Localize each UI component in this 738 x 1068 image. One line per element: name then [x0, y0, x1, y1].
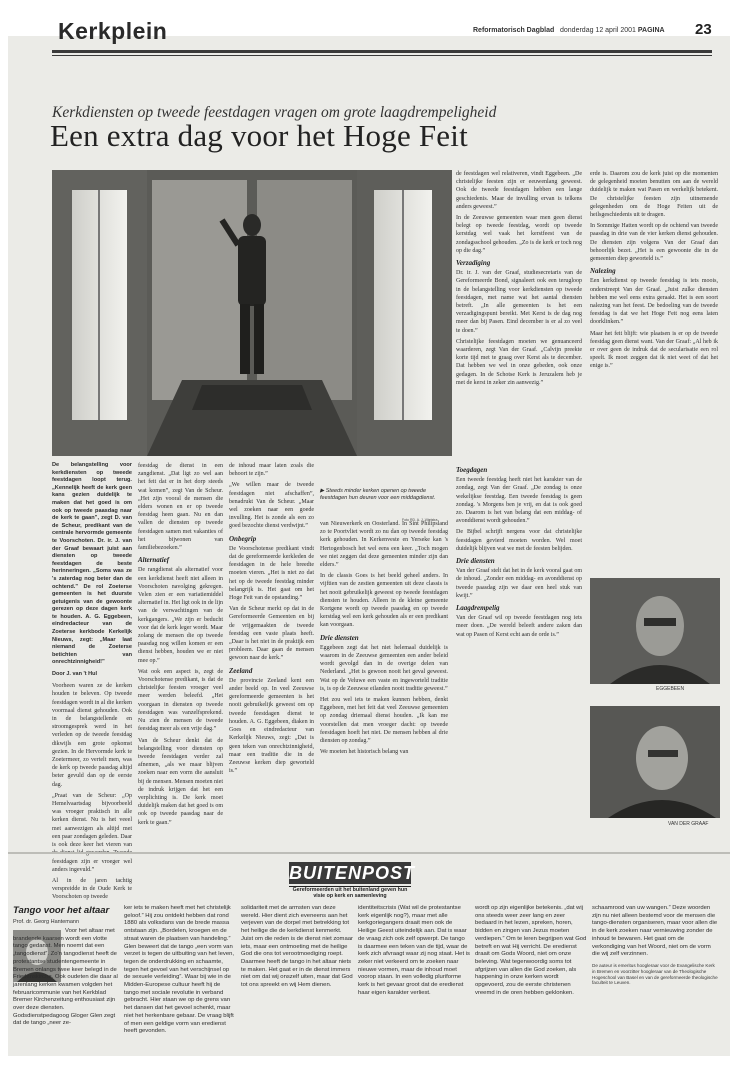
paragraph: Maar het feit blijft: wie plaatsen is er op de tweede feestdag geen dienst want. Van der Graaf: „Al heb ik er over geen de indruk dat de secularisatie een rol speelt. Ik moet zeggen dat ik niet weet of dat het enige is.”: [590, 330, 718, 370]
subheading: Nalezing: [590, 267, 616, 276]
column-title: Tango voor het altaar: [13, 905, 110, 916]
paragraph: schaamrood van uw wangen.” Deze woorden zijn nu niet alleen bestemd voor de mensen die tango-diensten organiseren, maar voor allen die in de kerk zoeken naar vernieuwing zonder de inhoud te bewaren. Het gaat om de verkondiging van het Woord, niet om de vorm die wij zelf verzinnen.: [592, 905, 718, 958]
article-intro: De belangstelling voor kerkdiensten op tweede feestdagen loopt terug. „Kennelijk heeft de kerk geen kans gezien duidelijk te maken dat het goed is om ook op tweede paasdag naar de kerk te gaan”, zegt D. van de Scheur, predikant van de centrale hervormde gemeente te Voorschoten. Dr. ir. J. van der Graaf bewaart juist aan diensten op tweede feestdagen de beste herinneringen. „Soms was ze 's zaterdag nog beter dan de ochtend.” De rol Zoeterse gemeenten is het duurste getuigenis van de gewoonte gerezen op deze dagen kerk te houden. A. G. Eggebeen, eindredacteur van de Zoeterse kerkbode Kerkelijk Nieuws, zegt: „Maar laat niemand de Zoeterse betichten van onrechtzinnigheid!”: [52, 462, 132, 666]
headline: Een extra dag voor het Hoge Feit: [50, 118, 468, 153]
article-column-1: [52, 462, 132, 901]
paragraph: Wat ook een aspect is, zegt de Voorschotense predikant, is dat de christelijke feesten vroeger veel meer werden beleefd. „Het voorgaan in diensten op tweede feestdagen was vanzelfsprekend. Nu zien de mensen de tweede feestdag meer als een vrije dag.”: [138, 668, 223, 733]
paragraph: De Voorschotense predikant vindt dat de gereformeerde kerkleden de feestdagen in de hele breedte moeten vieren. „Het is niet zo dat het op de tweede feestdag minder belangrijk is. Het gaat om het Hoge Feit van de opstanding.”: [229, 545, 314, 602]
article-column-7: [456, 462, 582, 842]
subheading: Onbegrip: [229, 534, 257, 543]
paragraph: de inhoud maar laten zoals die behoort te zijn.”: [229, 463, 314, 478]
paragraph: In de classis Goes is het beeld geheel anders. In vijftien van de zestien gemeenten uit deze classis is het nooit gebruikelijk geweest op tweede feestdagen diensten te houden. Alleen in de kleine gemeente Kortgene wordt op tweede paasdag en op tweede kerstdag wel een kerk gehouden als er een predikant kan voorgaan.: [320, 573, 448, 629]
subheading: Zeeland: [229, 666, 253, 675]
page-number: 23: [695, 21, 712, 38]
church-doorway-illustration: [52, 170, 452, 456]
subheading: Laagdrempelig: [456, 604, 500, 613]
kicker: Kerkdiensten op tweede feestdagen vragen om grote laagdrempeligheid: [52, 104, 497, 121]
paragraph: De rangdienst als alternatief voor een kerkdienst heeft niet alleen in Voorschoten navolging gekregen. Velen zien er een variatiemiddel alternatief in. Het ligt ook in de lijn van de verwachtingen van de kerkgangers. „We zijn er beducht voor dat de kerk leger wordt. Maar zolang de mensen die op tweede paasdag nog willen komen er een dienst hebben, houden we er niet mee op.”: [138, 567, 223, 664]
paragraph: In de Zeeuwse gemeenten waar men geen dienst belegt op tweede feestdag, wordt op tweede kerstdag wel vaak het kerstfeest van de zondagsschool gehouden. „Zo is de kerk er toch nog op die dag.”: [456, 215, 582, 254]
buitenpost-logo: BUITENPOST: [289, 863, 416, 883]
paragraph: Het zou wel iets te maken kunnen hebben, denkt Eggebeen, met het feit dat veel Zeeuwse gemeenten op zondag driemaal dienst houden. „Ik kan me voorstellen dat men vroeger dacht: op tweede feestdagen hoeft het niet. De mensen hebben al drie diensten op zondag.”: [320, 697, 448, 745]
paragraph: We moeten het historisch belang van: [320, 749, 409, 756]
paragraph: erde is. Daarom zou de kerk juist op die momenten de gelegenheid moeten benutten om aan de wereld duidelijk te maken wat Pasen en werkelijk betekent. De christelijke feesten zijn uitnemende gelegenheden om de Hoge Feiten uit de heilsgeschiedenis uit te dragen.: [590, 171, 718, 219]
paragraph: Eggebeen zegt dat het niet helemaal duidelijk is waarom in de Zeeuwse gemeenten een ander beleid wordt gevolgd dan in de overige delen van Nederland. „Het is gewoon nooit het geval geweest. Wat op de Veluwe een vaste en ingeworteld traditie is, is op de Zeeuwse eilanden nooit traditie geweest.”: [320, 644, 448, 692]
buitenpost-subtitle: Gereformeerden uit het buitenland geven hun visie op kerk en samenleving: [292, 887, 408, 900]
portrait-photo: [590, 706, 720, 818]
subheading: Verzadiging: [456, 259, 491, 268]
article-byline: Door J. van 't Hul: [52, 671, 98, 678]
column-author: Prof. dr. Georg Hantemann: [13, 919, 80, 925]
header-rule: [52, 50, 712, 53]
portrait-vandergraaf: [590, 706, 720, 818]
bottom-column-3: solidariteit met de armsten van deze wereld. Hier dient zich eveneens aan het verjeven van de dorpel met betrekking tot het heilige die de kerkdienst kenmerkt. Juist om die reden is de dienst niet zomaar iets, maar een ontmoeting met de heilige God die ons tot verootmoediging roept. Daarmee heeft de tango in het altaar niets te maken. Het gaat er in de dienst immers niet om dat wij onszelf uiten, maar dat God tot ons spreekt en wij Hem dienen.: [241, 905, 353, 989]
portrait-eggebeen: [590, 578, 720, 684]
paper-name: Reformatorisch Dagblad: [473, 27, 555, 34]
page-label: PAGINA: [637, 27, 665, 34]
article-column-4: [320, 520, 448, 842]
subheading: Drie diensten: [456, 557, 495, 566]
section-separator: [8, 852, 730, 854]
article-column-3: [229, 462, 314, 842]
paragraph: Voorheen waren ze de kerken houden te beleven. Op tweede feestdagen wordt in al die kerken voormaal dienst gehouden. Ook in de belangstellende en stroomgesprek werd in het verleden op de tweede feestdag dikwijls een grote opkomst gezien. In de Hervormde kerk te Zoetermeer, zo vertelt men, was de kerk op tweede paasdag altijd beter gevuld dan op de eerste dag.: [52, 683, 132, 788]
paragraph: In Sommige Hatten wordt op de ochtend van tweede paasdag in drie van de vier kerken dienst gehouden. De diensten zijn volgens Van der Graaf dan behoorlijk bezet. „Het is een gewoonte die in de gemeenten diep geworteld is.”: [590, 223, 718, 263]
paragraph: „Praat van de Scheur: „Op Hemelvaartsdag bijvoorbeeld was vroeger praktisch in alle kerken dienst. Nu is het veeel met aanwezigen als altijd met een paar zondagen geleden. Daar is ook deze keer het vieren van feestdagen zijn er vroeger wel anders ingevuld.”: [52, 792, 132, 873]
paragraph: van Nieuwerkerk en Oosterland. In Sint Philipsland zo te Poortvliet wordt zo nu dan op tweede feestdag kerk gehouden. In Kerkenveste en Yerseke kan 's Hertogenbosch het wel eens een keer. „Toch mogen we niet zeggen dat deze gemeenten minder zijn dan elders.”: [320, 521, 448, 569]
paragraph: feestdag de dienst in een zangdienst. „Dat ligt zo wel aan het feit dat er in het dorp steeds wat komen”, zegt Van de Scheur. „Het zijn vooral de mensen die elders wonen en er op tweede feestdag heen gaan. Nu en dan vallen de diensten op tweede feestdagen samen met vakanties of het bijwonen van familiebezoeken.”: [138, 463, 223, 552]
portrait-caption-eggebeen: EGGEBEEN: [656, 686, 685, 692]
paragraph: Christelijke feestdagen moeten we genuanceerd waarderen, zegt Van der Graaf. „Calvijn preekte korte tijd met te graag over Kerst als te december. Dat hebben we wel in onze gebeden, ook onze gedagen. In de Schotse Kerk is Jeruzalem heb je met de kerst in zeker zin aanwezig.”: [456, 338, 582, 386]
bottom-column-6: [592, 905, 718, 1050]
paragraph: „We willen maar de tweede feestdagen niet afschaffen”, benadrukt Van de Scheur. „Maar wel zoeken naar een goede invulling. Het is zonde als een zo goed bezochte dienst verdwijnt.”: [229, 482, 314, 530]
portrait-caption-vandergraaf: VAN DER GRAAF: [668, 821, 709, 827]
paragraph: Een kerkdienst op tweede feestdag is iets moois, onderstreept Van der Graaf. „Juist zulke diensten hebben me wel eens extra geraakt. Het is een soort nalezing van het feest. De bedoeling van de tweede feestdag is dat we het Hoge Feit nog eens laten doorklinken.”: [590, 278, 718, 326]
author-note: De auteur is emeritus hoogleraar voor de Evangelische Kerk in Bremen en voorzitter hoogleraar van de Theologische Hogeschool van Basel en van de gereformeerde theologische faculteit te Leuven.: [592, 962, 718, 986]
photo-caption: ▶ Steeds minder kerken openen op tweede feestdagen hun deuren voor een middagdienst.: [320, 488, 436, 501]
paragraph: De Bijbel schrijft nergens voor dat christelijke feestdagen gevierd moeten worden. Wel moet duidelijk blijven wat we met de feesten belijden.: [456, 529, 582, 552]
paragraph: De provincie Zeeland kent een ander beeld op. In veel Zeeuwse gereformeerde gemeenten is het nooit gebruikelijk geweest om op tweede feestdagen dienst te houden. A. G. Eggebeen, diaken in Goes en eindredacteur van Kerkelijk Nieuws, zegt: „Dat is geen teken van onrechtzinnigheid, maar een traditie die in de Zeeuwse kerken diep geworteld is.”: [229, 677, 314, 775]
date-line: [560, 27, 665, 34]
subheading: Alternatief: [138, 556, 170, 565]
bottom-column-4: identiteitscrisis (Wat wil de protestantse kerk eigenlijk nog?), maar met alle kerkgoriegangers draait men ook de Heilige Geest uiteindelijk aan. Dat is waar de vraag zich ook zelf opwerpt. De tango is daarmee een teken van de tijd, waar de kerk zich afvraagt waar zij nog staat. Het is zeker niet verkeerd om te zoeken naar nieuwe vormen, maar de inhoud moet voorop staan. In een volledig pluriforme kerk is het gevaar groot dat de eredienst haar eigen karakter verliest.: [358, 905, 470, 996]
paragraph: Van der Graaf stelt dat het in de kerk vooral gaat om de inhoud. „Zonder een middag- en avonddienst op tweede paasdag zijn we daar een heel stuk van kwijt.”: [456, 568, 582, 599]
paragraph: Van der Graaf wil op tweede feestdagen nog iets meer doen. „De wereld beleeft andere zaken dan wat op Pasen of Kerst echt aan de orde is.”: [456, 615, 582, 638]
article-column-5: [456, 170, 582, 460]
paragraph: Van de Scheur denkt dat de belangstelling voor diensten op tweede feestdagen verder zal afnemen, „als we maar blijven zoeken naar een vorm die aansluit bij de mensen. Mensen moeten niet de indruk krijgen dat het een verplichting is. De kerk moet duidelijk maken dat het goed is om ook op tweede paasdag naar de kerk te gaan.”: [138, 737, 223, 826]
main-photo: [52, 170, 452, 456]
article-column-2: [138, 462, 223, 842]
paragraph: Van de Scheur merkt op dat in de Gereformeerde Gemeenten en bij de vrijgemaakten de tweede feestdag een vaste plaats heeft. „Daar is het niet in de praktijk een probleem. Daar gaan de mensen gewoon naar de kerk.”: [229, 606, 314, 662]
portrait-photo: [590, 578, 720, 684]
photo-credit: Foto RD, A. J. Vlietstra: [402, 518, 438, 522]
date: donderdag 12 april 2001: [560, 27, 636, 34]
paragraph: Al in de jaren tachtig verspreidde in de Oude Kerk te Voorschoten op tweede: [52, 877, 132, 901]
bottom-column-1: Voor het altaar met brandende kaarsen wordt een vlotte tango gedanst. Men noemt dat een „tangodienst”. Zo'n tangodienst heeft de protestantse studentengemeente in Bremen onlangs twee keer belegd in de Friedenskirche. Ook oudeten die daar al jarenlang kerken kwamen volgden het februaricommunie van het Kerkblad Bremer Kirchenzeitung enthousiast zijn over deze diensten. Godsdienstpedagoog Gloger Glen zegt dat de tango „neer ze-: [13, 928, 118, 1027]
paragraph: Een tweede feestdag heeft niet het karakter van de zondag, zegt Van der Graaf. „De zondag is onze wekelijkse feestdag. Een tweede feestdag is geen zondag. 's Morgens ben je vrij, en dat is ook goed zo. Daarom is het van belang dat een middag- of avonddienst wordt gehouden.”: [456, 477, 582, 525]
section-title: Kerkplein: [58, 18, 168, 44]
paragraph: de feestdagen wel relativeren, vindt Eggebeen. „De christelijke feesten zijn er eeuwenlang geweest. Ook de tweede feestdagen hebben een lange geschiedenis. Maar de invulling ervan is telkens anders geweest.”: [456, 171, 582, 210]
bottom-column-5: wordt op zijn eigenlijke betekenis. „dat wij ons steeds weer zeer lang en zeer bedaard in het lezen, spreken, horen, bidden en zingen van Jezus moeten verdiepen.” Om te leren begrijpen wat God betreft en wat Hij verricht. De eredienst draait om Gods Woord, niet om onze beleving. Wat tegenwoordig soms tot afgrijzen van allen die God zoeken, als happening in onze kerken wordt opgevoerd, zou de eerste christenen vreemd in de oren hebben geklonken.: [475, 905, 587, 996]
header-rule-thin: [52, 55, 712, 56]
bottom-column-2: ker iets te maken heeft met het christelijk geloof.” Hij zou ontdekt hebben dat rond 1880 als volksdans van de brede massa ontstaan zijn. „Bordelen, kroegen en de straat waren de plaatsen van handeling.” Glen beweert dat de tango „een vorm van verzet is tegen de uitbuiting van het leven, tegen de onderdrukking en schaamte, tegen het gevoel van het verschijnsel op de sexuele verleiding”. Waar bij wie in de Midden-Europese cultuur heeft hij de tango met sociale revolutie in verband gebracht. Hier staan we op de grens van het dansen dat het gevoel schenkt, maar niet het herkenbare gebaar. De vraag blijft of men een geldige vorm van eredienst heeft gevonden.: [124, 905, 235, 1035]
paragraph: Dr. ir. J. van der Graaf, studiesecretaris van de Gereformeerde Bond, signaleert ook een terugloop in de belangstelling voor kerkdiensten op tweede feestdagen, met name wat het aantal diensten betreft. „In alle gemeenten is het een verzadigingspunt bereikt. Met Kerst is de dag nog meer dan bij Pasen. Eind december is er al zo veel te doen.”: [456, 270, 582, 334]
subheading: Drie diensten: [320, 633, 359, 642]
article-column-6: [590, 170, 718, 570]
subheading: Toegdagen: [456, 466, 488, 474]
